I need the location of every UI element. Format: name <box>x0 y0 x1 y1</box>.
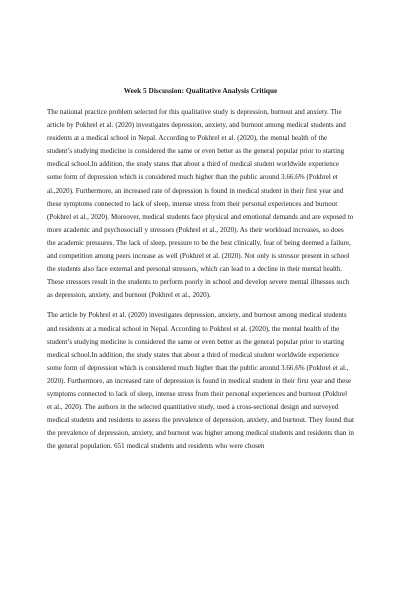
paragraph-intro: The national practice problem selected for this qualitative study is depression, burnout and anxiety. The article by Pokhrel et al. (2020) investigates depression, anxiety, and burnout among medical students and residents at a medical school in Nepal. According to Pokhrel et al. (2020), the mental health of the student’s studying medicine is considered the same or even better as the general popular prior to starting medical school.In addition, the study states that about a third of medical student worldwide experience some form of depression which is considered much higher than the public around 3.66.6% (Pokhrel et al.,2020). Furthermore, an increased rate of depression is found in medical student in their first year and these symptoms connected to lack of sleep, intense stress from their personal experiences and burnout (Pokhrel et al., 2020). Moreover, medical students face physical and emotional demands and are exposed to more academic and psychosociall y stressors (Pokhrel et al., 2020). As their workload increases, so does the academic pressures. The lack of sleep, pressure to be the best clinically, fear of being deemed a failure, and competition among peers increase as well (Pokhrel et al. (2020). Not only is stressor present in school the students also face external and personal stressors, which can lead to a decline in their mental health. These stressors result in the students to perform poorly in school and develop severe mental illnesses such as depression, anxiety, and burnout (Pokhrel et al., 2020). <box>47 108 354 300</box>
paragraph-article-summary: The article by Pokhrel et al. (2020) investigates depression, anxiety, and burnout among medical students and residents at a medical school in Nepal. According to Pokhrel et al. (2020), the mental health of the student’s studying medicine is considered the same or even better as the general popular prior to starting medical school.In addition, the study states that about a third of medical student worldwide experience some form of depression which is considered much higher than the public around 3.66.6% (Pokhrel et al., 2020). Furthermore, an increased rate of depression is found in medical student in their first year and these symptoms connected to lack of sleep, intense stress from their personal experiences and burnout (Pokhrel et al., 2020). The authors in the selected quantitative study, used a cross-sectional design and surveyed medical students and residents to assess the prevalence of depression, anxiety, and burnout. They found that the prevalence of depression, anxiety, and burnout was higher among medical students and residents than in the general population. 651 medical students and residents who were chosen <box>47 311 354 451</box>
document-title: Week 5 Discussion: Qualitative Analysis Critique <box>123 86 278 95</box>
